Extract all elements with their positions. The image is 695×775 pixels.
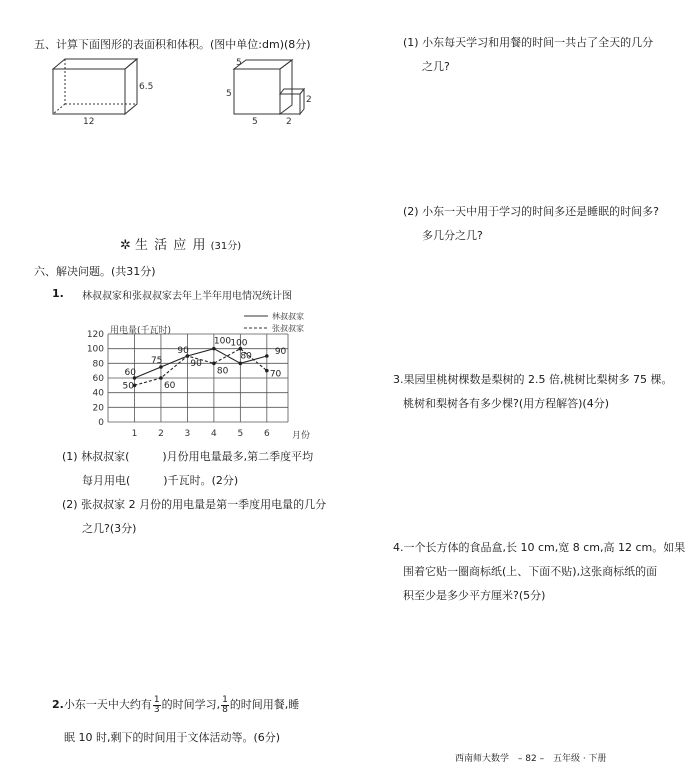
cuboid-height-label: 6.5 <box>139 82 154 92</box>
right-q2-sub1-line2: 之几? <box>422 60 450 73</box>
electricity-line-chart <box>48 304 338 446</box>
cube-bottom-label: 5 <box>252 117 258 126</box>
right-q2-sub1-line1: (1) 小东每天学习和用餐的时间一共占了全天的几分 <box>403 36 654 49</box>
cuboid-top <box>53 59 137 69</box>
data-label: 70 <box>269 369 282 380</box>
small-cube-height-label: 2 <box>306 95 312 105</box>
life-app-heading <box>120 234 241 253</box>
y-tick-label: 100 <box>86 344 104 355</box>
cuboid-figure <box>45 54 155 126</box>
q4-line3: 积至少是多少平方厘米?(5分) <box>403 589 546 602</box>
x-tick-label: 4 <box>211 429 217 439</box>
page-footer <box>455 751 607 764</box>
y-tick-label: 40 <box>92 388 104 399</box>
footer-publisher: 西南师大数学 <box>455 754 510 764</box>
data-label: 75 <box>150 356 163 366</box>
data-label: 100 <box>213 336 232 347</box>
data-label: 100 <box>230 338 248 349</box>
cuboid-length-label: 12 <box>83 117 95 126</box>
y-axis-title: 用电量(千瓦时) <box>110 326 172 336</box>
y-tick-label: 80 <box>92 359 104 370</box>
legend-label-zhang: 张叔叔家 <box>272 324 304 333</box>
data-point <box>159 376 163 380</box>
q1-sub2-line2: 之几?(3分) <box>82 522 137 535</box>
y-tick-label: 60 <box>92 374 104 384</box>
q1-sub1-line1: (1) 林叔叔家( )月份用电量最多,第二季度平均 <box>62 450 314 463</box>
cube-top-label: 5 <box>236 58 242 68</box>
x-tick-label: 6 <box>263 429 270 439</box>
section6-title: 六、解决问题。(共31分) <box>34 265 156 278</box>
small-cube-width-label: 2 <box>286 117 292 126</box>
y-tick-label: 0 <box>98 418 104 428</box>
x-axis-title: 月份 <box>292 431 311 441</box>
data-label: 90 <box>177 346 189 356</box>
data-label: 80 <box>216 366 229 377</box>
data-label: 90 <box>274 347 287 357</box>
x-tick-label: 3 <box>184 429 191 439</box>
q3-line1: 3.果园里桃树棵数是梨树的 2.5 倍,桃树比梨树多 75 棵。 <box>393 373 673 386</box>
q2-part2: 的时间学习, <box>161 698 221 711</box>
life-app-title: 生 活 应 用 <box>135 238 207 253</box>
small-cube-front <box>280 94 300 114</box>
q1-sub2-line1: (2) 张叔叔家 2 月份的用电量是第一季度用电量的几分 <box>62 498 327 511</box>
x-tick-label: 2 <box>158 429 164 439</box>
big-cube-front <box>234 69 280 114</box>
life-app-icon: ✲ <box>120 238 131 253</box>
fraction-one-third: $\frac{1}{3}$ <box>153 694 160 715</box>
big-cube-top <box>234 60 292 69</box>
section5-title: 五、计算下面图形的表面积和体积。(图中单位:dm)(8分) <box>34 38 311 51</box>
data-label: 60 <box>163 381 176 391</box>
right-q2-sub2-line2: 多几分之几? <box>422 229 483 242</box>
right-q2-sub2-line1: (2) 小东一天中用于学习的时间多还是睡眠的时间多? <box>403 205 659 218</box>
data-label: 60 <box>124 368 136 378</box>
data-point <box>265 369 269 373</box>
q4-line1: 4.一个长方体的食品盒,长 10 cm,宽 8 cm,高 12 cm。如果 <box>393 541 686 554</box>
data-point <box>212 362 216 366</box>
q2-part1: 小东一天中大约有 <box>63 698 152 711</box>
cube-left-label: 5 <box>226 89 232 99</box>
data-point <box>239 362 243 366</box>
y-tick-label: 20 <box>92 403 104 414</box>
q2-line2: 眠 10 时,剩下的时间用于文体活动等。(6分) <box>64 731 281 744</box>
fraction-one-eighth: $\frac{1}{8}$ <box>222 694 228 715</box>
x-tick-label: 1 <box>131 429 138 439</box>
y-tick-label: 120 <box>86 330 104 340</box>
data-label: 90 <box>190 359 202 369</box>
q1-number: 1. <box>52 287 64 300</box>
data-label: 50 <box>122 381 134 392</box>
data-label: 80 <box>240 351 252 362</box>
cube-figure <box>222 54 322 126</box>
legend-label-lin: 林叔叔家 <box>272 312 304 321</box>
q2-part3: 的时间用餐,睡 <box>229 698 300 711</box>
small-cube-side <box>300 89 304 114</box>
q4-line2: 围着它贴一圈商标纸(上、下面不贴),这张商标纸的面 <box>403 565 658 578</box>
cuboid-side <box>125 59 137 114</box>
q3-line2: 桃树和梨树各有多少棵?(用方程解答)(4分) <box>403 397 610 410</box>
data-point <box>212 347 216 351</box>
q1-sub1-line2: 每月用电( )千瓦时。(2分) <box>82 474 239 487</box>
q2-number: 2. <box>52 698 64 711</box>
q2-line1 <box>52 692 299 718</box>
big-cube-side <box>280 60 292 114</box>
q1-title: 林叔叔家和张叔叔家去年上半年用电情况统计图 <box>82 291 292 302</box>
footer-grade: 五年级 · 下册 <box>552 754 607 764</box>
life-app-score: (31分) <box>210 241 242 252</box>
x-tick-label: 5 <box>237 429 244 439</box>
cuboid-front <box>53 69 125 114</box>
data-point <box>265 354 269 358</box>
footer-page-number: – 82 – <box>517 754 545 764</box>
